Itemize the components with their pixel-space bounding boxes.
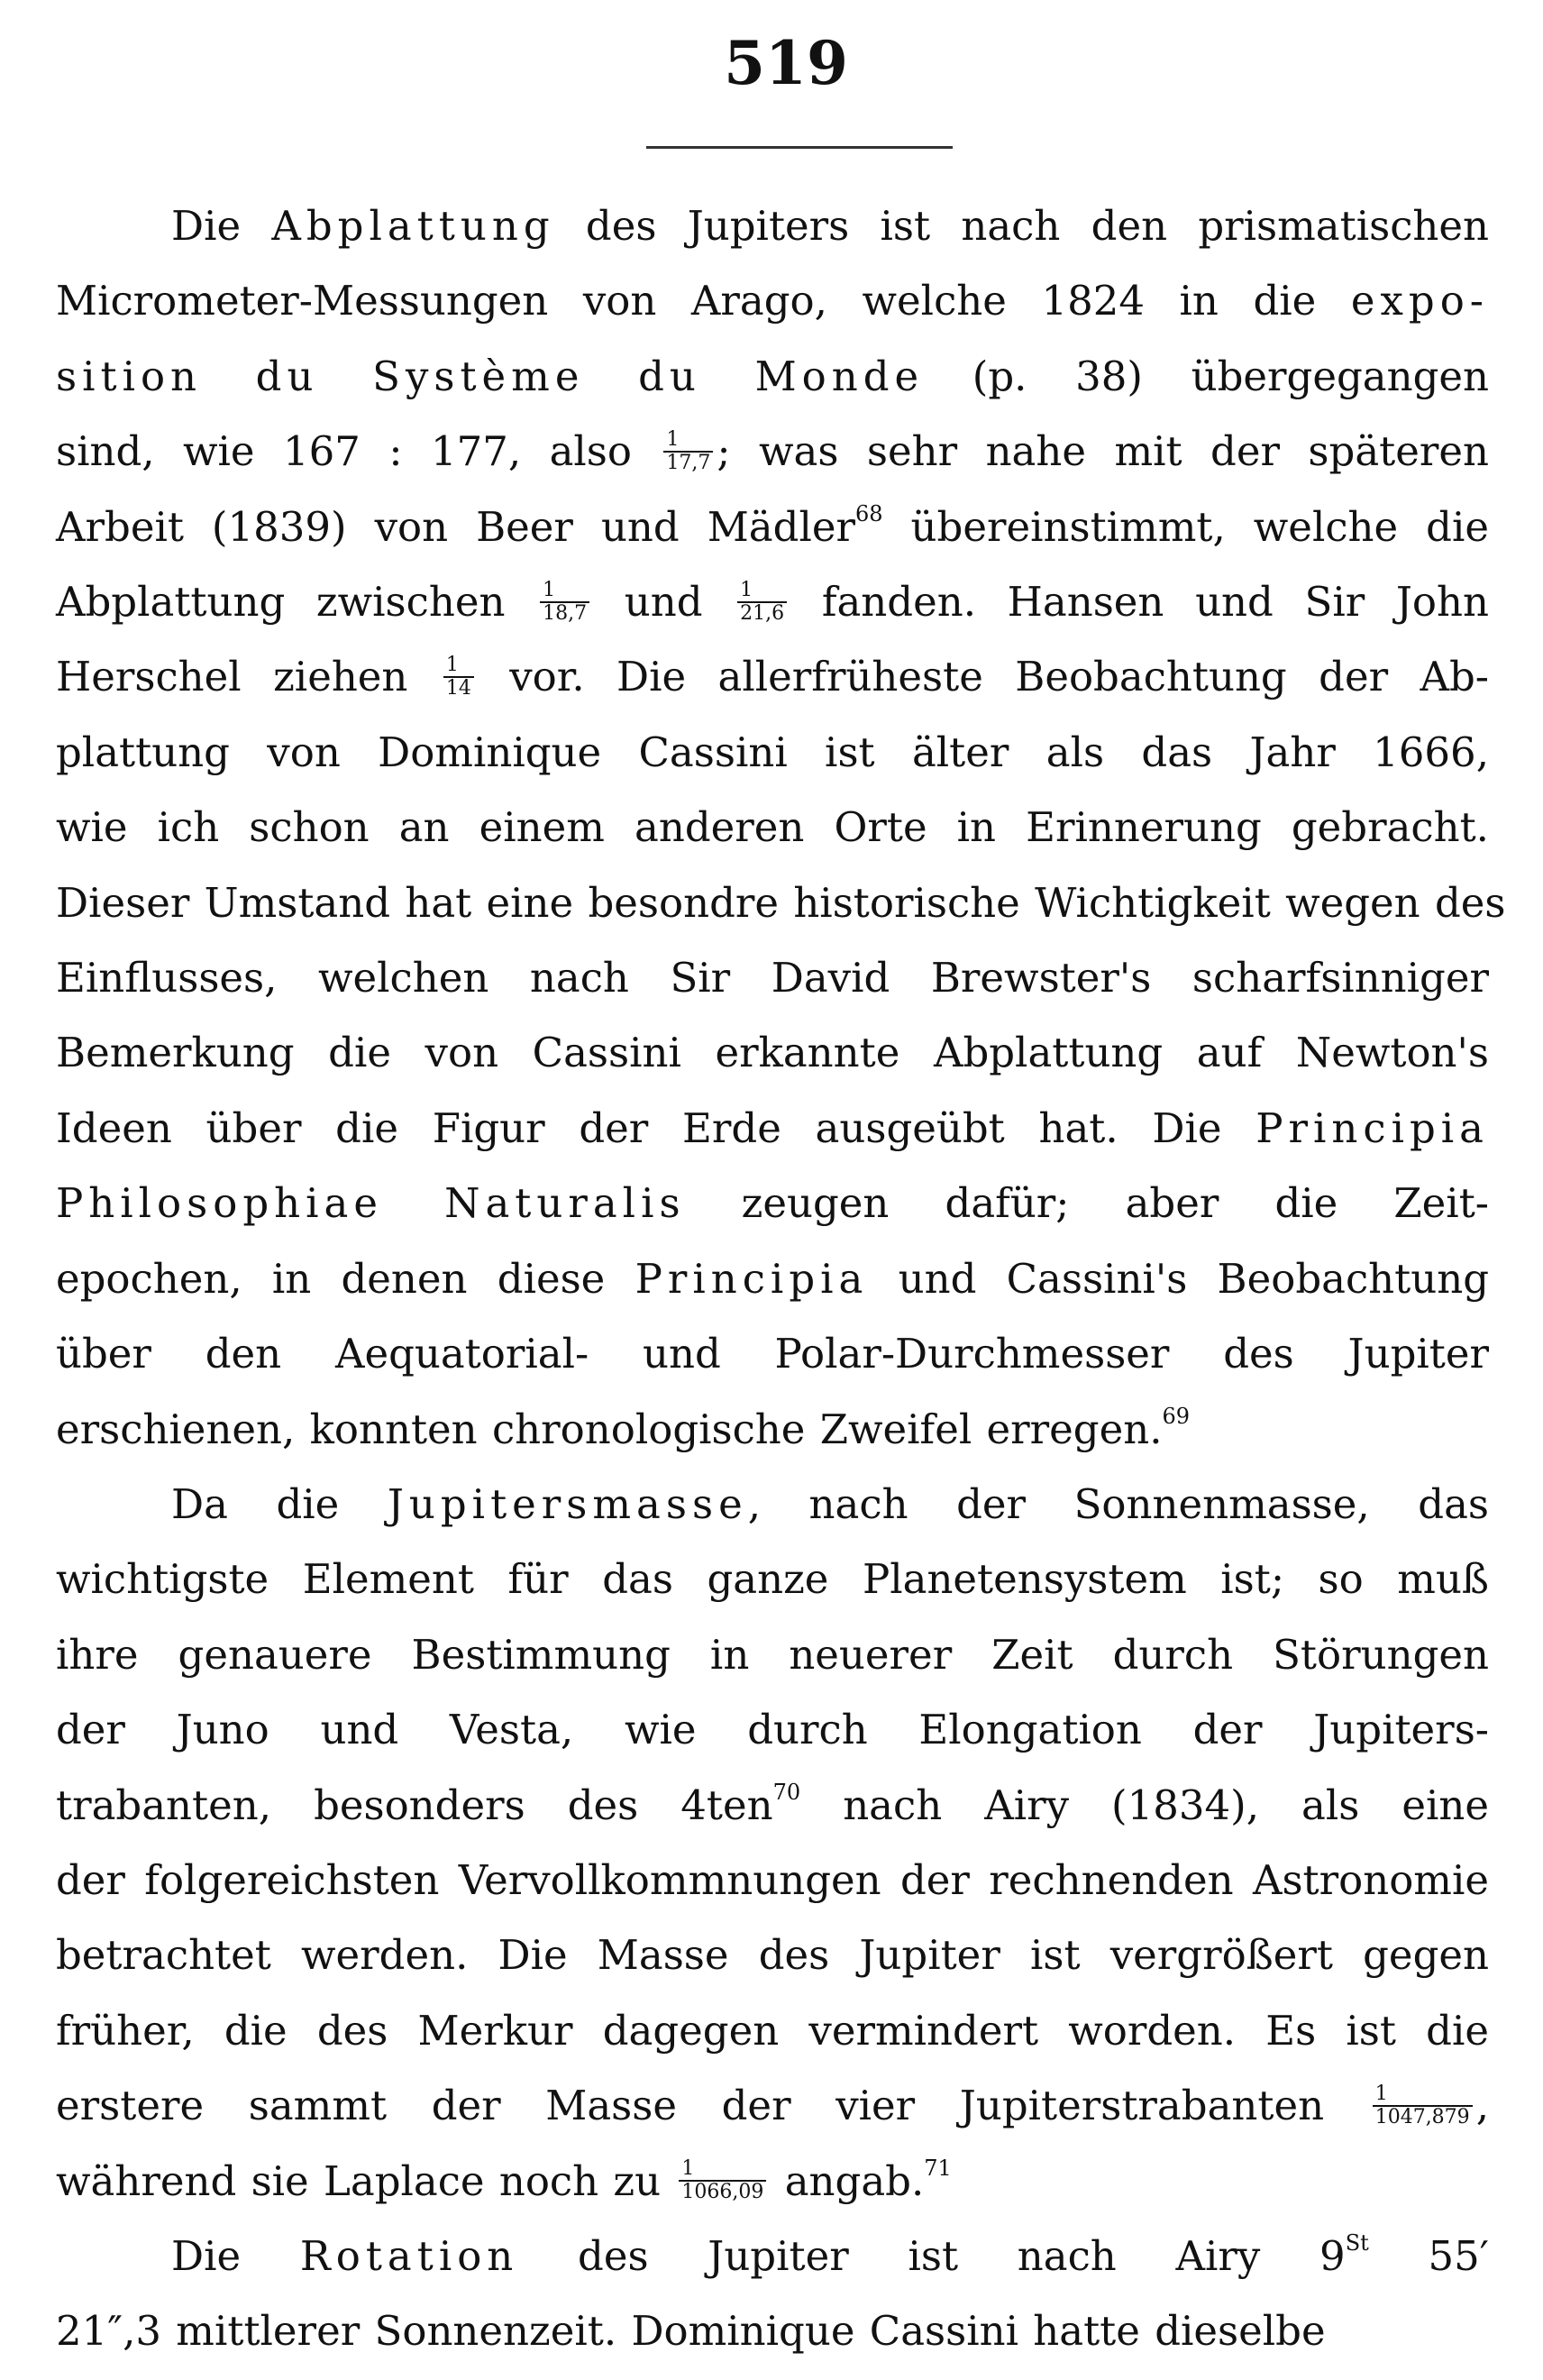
text-run: zeugen dafür; aber die Zeit- bbox=[685, 1179, 1489, 1228]
text-line bbox=[56, 1091, 1489, 1166]
fraction-denominator: 21,6 bbox=[740, 601, 785, 625]
text-run: 55′ bbox=[1368, 2231, 1489, 2280]
text-run: Micrometer-Messungen von Arago, welche 1824 in die bbox=[56, 277, 1351, 325]
text-run: des Jupiter ist nach Airy 9 bbox=[518, 2231, 1346, 2280]
text-run: übereinstimmt, welche die bbox=[882, 502, 1489, 551]
text-line bbox=[56, 1542, 1489, 1616]
page-number: 519 bbox=[724, 28, 848, 98]
text-run: fanden. Hansen und Sir John bbox=[790, 578, 1489, 627]
text-line bbox=[56, 1692, 1489, 1767]
text-line bbox=[56, 1993, 1489, 2068]
text-line bbox=[56, 490, 1489, 564]
fraction-numerator: 1 bbox=[1373, 2083, 1473, 2107]
text-run: (p. 38) übergegangen bbox=[924, 352, 1489, 400]
text-line bbox=[56, 1392, 1489, 1467]
footnote-marker: 69 bbox=[1162, 1403, 1191, 1429]
spaced-emphasis-text: Principia bbox=[635, 1254, 869, 1303]
text-run: Arbeit (1839) von Beer und Mädler bbox=[56, 502, 855, 551]
text-line bbox=[56, 2293, 1489, 2368]
text-run: über den Aequatorial- und Polar-Durchmesser des Jupiter bbox=[56, 1330, 1489, 1378]
text-line bbox=[56, 1316, 1489, 1391]
fraction-denominator: 18,7 bbox=[543, 601, 588, 625]
spaced-emphasis-text: sition du Système du Monde bbox=[56, 352, 925, 400]
text-run: während sie Laplace noch zu bbox=[56, 2156, 676, 2205]
spaced-emphasis-text: Philosophiae Naturalis bbox=[56, 1179, 686, 1228]
text-line bbox=[56, 1241, 1489, 1316]
text-run: Da die bbox=[171, 1479, 388, 1528]
text-line bbox=[56, 1768, 1489, 1843]
text-line bbox=[56, 940, 1489, 1015]
fraction bbox=[679, 2158, 766, 2203]
spaced-emphasis-text: Rotation bbox=[299, 2231, 519, 2280]
text-line bbox=[56, 1166, 1489, 1240]
text-line bbox=[56, 715, 1489, 790]
text-line bbox=[56, 1617, 1489, 1692]
text-run: Einflusses, welchen nach Sir David Brewster's scharfsinniger bbox=[56, 954, 1489, 1002]
text-run: ihre genauere Bestimmung in neuerer Zeit durch Störungen bbox=[56, 1630, 1489, 1679]
text-run: erstere sammt der Masse der vier Jupiterstrabanten bbox=[56, 2082, 1369, 2130]
fraction-numerator: 1 bbox=[679, 2158, 766, 2182]
fraction-denominator: 1047,879 bbox=[1374, 2105, 1470, 2128]
text-line bbox=[56, 564, 1489, 639]
spaced-emphasis-text: expo- bbox=[1350, 277, 1489, 325]
text-run: plattung von Dominique Cassini ist älter als das Jahr 1666, bbox=[56, 728, 1489, 776]
text-run: , nach der Sonnenmasse, das bbox=[747, 1479, 1489, 1528]
text-run: , bbox=[1475, 2082, 1489, 2130]
footnote-marker: 71 bbox=[924, 2155, 952, 2181]
fraction bbox=[737, 580, 787, 625]
text-line bbox=[56, 2068, 1489, 2143]
text-line bbox=[56, 263, 1489, 338]
fraction bbox=[443, 654, 474, 700]
footnote-marker: 70 bbox=[772, 1779, 801, 1805]
text-run: betrachtet werden. Die Masse des Jupiter ist vergrößert gegen bbox=[56, 1931, 1489, 1980]
footnote-marker: St bbox=[1345, 2229, 1369, 2256]
spaced-emphasis-text: Abplattung bbox=[271, 202, 555, 250]
text-line bbox=[56, 790, 1489, 865]
text-run: 21″,3 mittlerer Sonnenzeit. Dominique Cassini hatte dieselbe bbox=[56, 2307, 1326, 2356]
text-run: wichtigste Element für das ganze Planetensystem ist; so muß bbox=[56, 1555, 1489, 1604]
text-run: ; was sehr nahe mit der späteren bbox=[717, 427, 1489, 476]
text-line bbox=[56, 1467, 1489, 1542]
text-line bbox=[56, 188, 1489, 263]
text-run: Die bbox=[171, 2231, 300, 2280]
text-run: Herschel ziehen bbox=[56, 653, 440, 701]
fraction-numerator: 1 bbox=[443, 654, 474, 678]
text-line bbox=[56, 2219, 1489, 2293]
text-run: der folgereichsten Vervollkommnungen der rechnenden Astronomie bbox=[56, 1855, 1489, 1904]
text-line bbox=[56, 1015, 1489, 1090]
text-run: angab. bbox=[770, 2156, 925, 2205]
fraction bbox=[540, 580, 589, 625]
text-run: vor. Die allerfrüheste Beobachtung der Ab- bbox=[477, 653, 1489, 701]
fraction bbox=[1373, 2083, 1473, 2128]
fraction-numerator: 1 bbox=[540, 580, 589, 603]
text-run: erschienen, konnten chronologische Zweifel erregen. bbox=[56, 1405, 1163, 1453]
spaced-emphasis-text: Principia bbox=[1255, 1103, 1489, 1152]
fraction-denominator: 17,7 bbox=[666, 451, 711, 474]
fraction-numerator: 1 bbox=[663, 429, 713, 453]
text-run: sind, wie 167 : 177, also bbox=[56, 427, 661, 476]
body-text bbox=[56, 188, 1506, 2369]
text-line bbox=[56, 414, 1489, 489]
footnote-marker: 68 bbox=[854, 500, 883, 526]
text-run: Die bbox=[171, 202, 272, 250]
text-run: und bbox=[593, 578, 735, 627]
fraction-numerator: 1 bbox=[737, 580, 787, 603]
header-rule bbox=[646, 146, 953, 149]
text-run: Abplattung zwischen bbox=[56, 578, 537, 627]
fraction bbox=[663, 429, 713, 474]
text-run: Dieser Umstand hat eine besondre historische Wichtigkeit wegen des bbox=[56, 878, 1506, 927]
fraction-denominator: 14 bbox=[445, 676, 471, 700]
text-run: trabanten, besonders des 4ten bbox=[56, 1780, 773, 1829]
text-run: der Juno und Vesta, wie durch Elongation der Jupiters- bbox=[56, 1706, 1489, 1754]
text-line bbox=[56, 1918, 1489, 1992]
text-run: epochen, in denen diese bbox=[56, 1254, 635, 1303]
text-line bbox=[56, 339, 1489, 414]
text-line bbox=[56, 865, 1506, 940]
text-run: Bemerkung die von Cassini erkannte Abplattung auf Newton's bbox=[56, 1029, 1489, 1077]
text-run: Ideen über die Figur der Erde ausgeübt hat. Die bbox=[56, 1103, 1256, 1152]
text-run: und Cassini's Beobachtung bbox=[868, 1254, 1489, 1303]
text-run: wie ich schon an einem anderen Orte in Erinnerung gebracht. bbox=[56, 803, 1489, 852]
text-line bbox=[56, 639, 1489, 714]
text-line bbox=[56, 1843, 1489, 1918]
text-run: früher, die des Merkur dagegen vermindert worden. Es ist die bbox=[56, 2006, 1489, 2055]
spaced-emphasis-text: Jupitersmasse bbox=[387, 1479, 748, 1528]
text-line bbox=[56, 2144, 1489, 2219]
text-run: des Jupiters ist nach den prismatischen bbox=[554, 202, 1490, 250]
text-run: nach Airy (1834), als eine bbox=[800, 1780, 1489, 1829]
fraction-denominator: 1066,09 bbox=[681, 2181, 764, 2204]
